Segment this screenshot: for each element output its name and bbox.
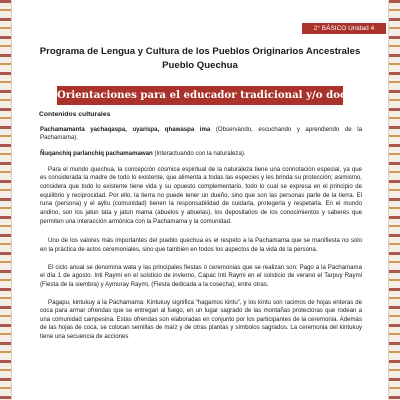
content-item-desc: (Observando, escuchando y aprendiendo de la Pachamama). <box>40 125 362 142</box>
paragraph: El ciclo anual se denomina wata y las principales fiestas o ceremonias que se realizan son: Pago a la Pachamama el día 1 de agosto. Inti Raymi en el solsticio de invierno, Capac Inti Raymi en el solsticio de verano el Tarpuy Raymi (Fiesta de la siembra) y Aymuray Raymi, (Fiesta dedicada a la cosecha), entre otras. <box>40 263 362 288</box>
grade-unit-badge: 2° BÁSICO Unidad 4 <box>302 23 386 34</box>
paragraph: Uno de los valores más importantes del pueblo quechua es el respeto a la Pachamama que se manifiesta no solo en la práctica de actos ceremoniales, sino que también en todos los aspectos de la vida de la persona. <box>40 237 362 253</box>
document-body <box>40 111 362 342</box>
people-subtitle: Pueblo Quechua <box>162 60 238 71</box>
content-item <box>40 126 362 143</box>
program-title: Programa de Lengua y Cultura de los Pueblos Originarios Ancestrales <box>39 46 361 57</box>
content-item-term: Ñuqanchiq parlanchiq pachamamawan <box>40 149 153 157</box>
content-item <box>40 150 362 159</box>
content-item-desc: (Interactuando con la naturaleza). <box>152 149 246 157</box>
left-decorative-border <box>0 0 12 400</box>
paragraph: Pagapu, kintukuy a la Pachamama: Kintukuy significa “hagamos kintu”, y los kintu son racimos de hojas enteras de coca para armar ofrendas que se entregan al fuego, en un lugar sagrado de las montañas protectoras que rodean a una comunidad campesina. Estas ofrendas son elaboradas en conjunto por los participantes de la ceremonia. Además de las hojas de coca, se colocan semillas de maíz y de otras plantas y símbolos sagrados. La ceremonia del kintukuy tiene una secuencia de acciones <box>40 298 362 341</box>
section-title: Contenidos culturales <box>39 111 111 118</box>
page-header <box>20 45 380 73</box>
content-item-term: Pachamamanta yachaqaspa, uyarispa, qhawaspa ima <box>40 125 211 133</box>
section-banner: Orientaciones para el educador tradicional y/o docente <box>57 86 343 105</box>
right-decorative-border <box>388 0 400 400</box>
paragraph: Para el mundo quechua, la concepción cósmica espiritual de la naturaleza tiene una connotación especial, ya que es considerada la madre de todo lo existente, que alimenta a todas las especies y les brinda su protección; asimismo, considera que todo lo existente tiene vida y su opuesto complementario, todo lo cual se expresa en el principio de equilibrio y reciprocidad. Por ello, la tierra no puede tener un dueño, sino que son las personas parte de la tierra. El runa (persona) y el ayllu (comunidad) tienen la responsabilidad de cuidarla, protegerla y respetarla. En el mundo andino, son los jatun tata y jatun mama (abuelos y abuelas), los depositarios de los conocimientos y saberes que permiten una interacción armónica con la Pachamama y la comunidad. <box>40 165 362 225</box>
